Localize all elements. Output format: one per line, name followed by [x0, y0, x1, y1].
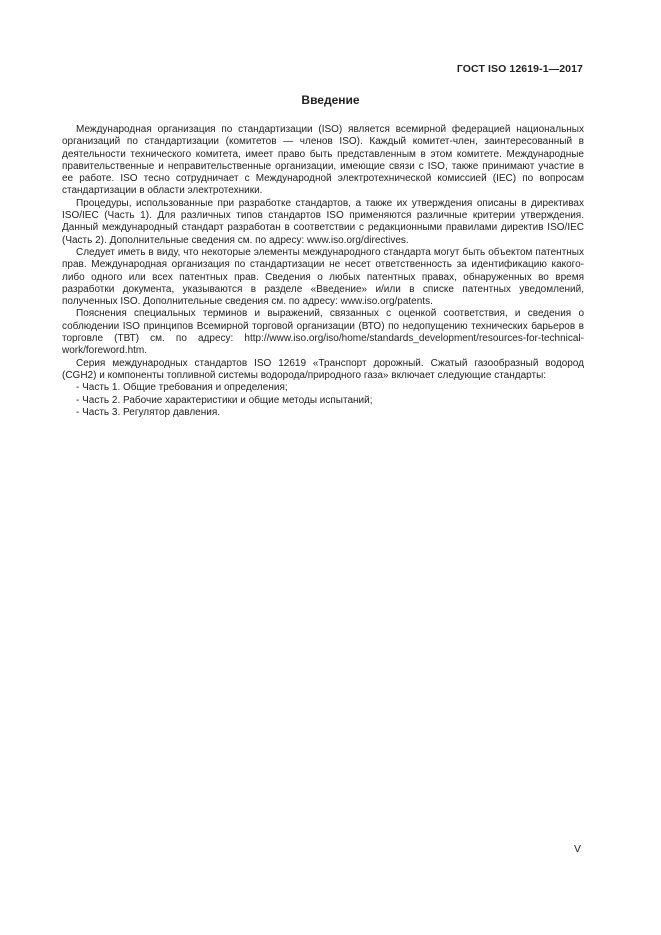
- list-item: - Часть 3. Регулятор давления.: [76, 406, 221, 418]
- list-item: - Часть 1. Общие требования и определения;: [76, 382, 288, 394]
- paragraph: Процедуры, использованные при разработке стандартов, а также их утверждения описаны в директивах ISO/IEC (Часть 1). Для различных типов стандартов ISO применяются различные критерии утверждения. Данный международный стандарт разработан в соответствии с редакционными правилами директив ISO/IEC (Часть 2). Дополнительные сведения см. по адресу: www.iso.org/directives.: [62, 197, 584, 246]
- document-id: ГОСТ ISO 12619-1—2017: [456, 63, 583, 75]
- paragraph: Пояснения специальных терминов и выражений, связанных с оценкой соответствия, и сведения о соблюдении ISO принципов Всемирной торговой организации (ВТО) по недопущению технических барьеров в торговле (ТВТ) см. по адресу: http://www.iso.org/iso/home/standards_development/resources-for-technical-work/foreword.htm.: [62, 308, 584, 357]
- paragraph: Серия международных стандартов ISO 12619 «Транспорт дорожный. Сжатый газообразный водород (CGH2) и компоненты топливной системы водорода/природного газа» включает следующие стандарты:: [62, 357, 584, 381]
- section-title: Введение: [301, 93, 360, 107]
- paragraph: Следует иметь в виду, что некоторые элементы международного стандарта могут быть объектом патентных прав. Международная организация по стандартизации не несет ответственность за идентификацию какого-либо одного или всех патентных прав. Сведения о любых патентных правах, обнаруженных во время разработки документа, указываются в разделе «Введение» и/или в списке патентных уведомлений, полученных ISO. Дополнительные сведения см. по адресу: www.iso.org/patents.: [62, 246, 584, 308]
- page-number: V: [573, 843, 581, 855]
- list-item: - Часть 2. Рабочие характеристики и общие методы испытаний;: [76, 394, 373, 406]
- document-body: [62, 124, 584, 419]
- paragraph: Международная организация по стандартизации (ISO) является всемирной федерацией национальных организаций по стандартизации (комитетов — членов ISO). Каждый комитет-член, заинтересованный в деятельности технического комитета, имеет право быть представленным в этом комитете. Международные правительственные и неправительственные организации, имеющие связи с ISO, также принимают участие в ее работе. ISO тесно сотрудничает с Международной электротехнической комиссией (IEC) по вопросам стандартизации в области электротехники.: [62, 124, 584, 197]
